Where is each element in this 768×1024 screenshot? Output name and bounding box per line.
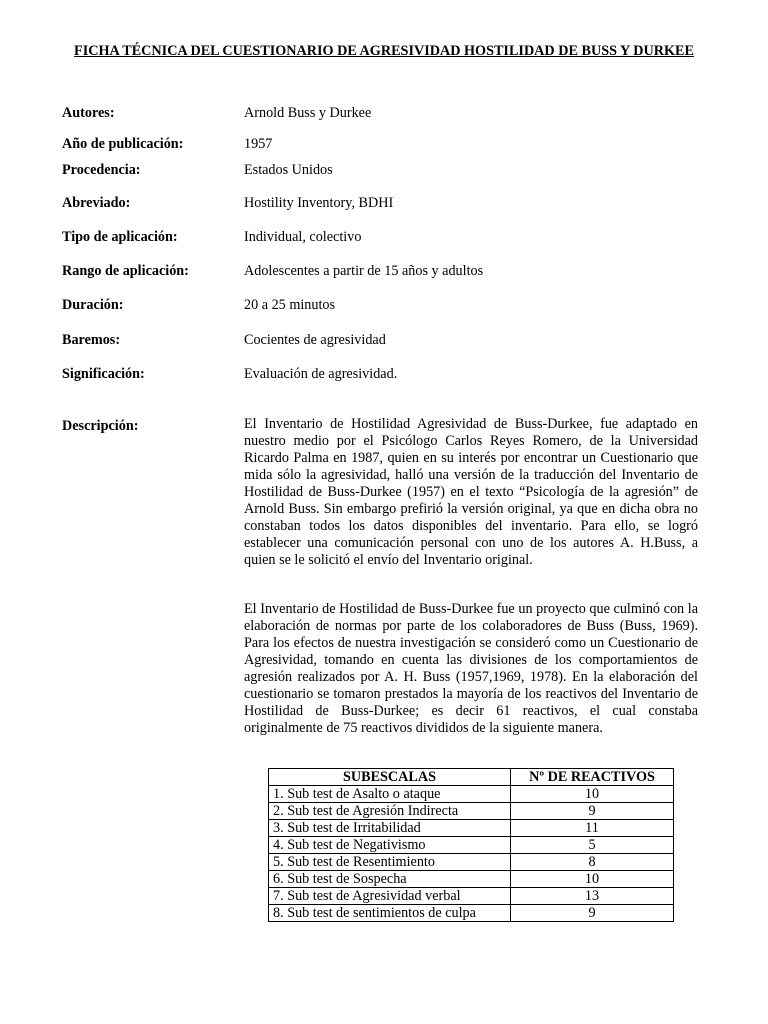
field-label: Duración: (62, 297, 124, 313)
field-label: Baremos: (62, 332, 121, 348)
field-label: Significación: (62, 366, 145, 382)
subscale-name: 6. Sub test de Sospecha (269, 871, 511, 888)
table-row (269, 820, 674, 837)
table-header-row (269, 769, 674, 786)
table-row (269, 854, 674, 871)
field-label: Abreviado: (62, 195, 131, 211)
document-title: FICHA TÉCNICA DEL CUESTIONARIO DE AGRESIVIDAD HOSTILIDAD DE BUSS Y DURKEE (74, 43, 694, 59)
reactivos-count: 10 (511, 871, 674, 888)
field-label: Procedencia: (62, 162, 141, 178)
description-paragraph: El Inventario de Hostilidad Agresividad de Buss-Durkee, fue adaptado en nuestro medio por el Psicólogo Carlos Reyes Romero, de la Universidad Ricardo Palma en 1987, quien en su interés por encontrar un Cuestionario que mida sólo la agresividad, halló una versión de la traducción del Inventario de Hostilidad de Buss-Durkee (1957) en el texto “Psicología de la agresión” de Arnold Buss. Sin embargo prefirió la versión original, ya que en dicha obra no constaban todos los datos disponibles del inventario. Para ello, se logró establecer una comunicación personal con uno de los autores A. H.Buss, a quien se le solicitó el envío del Inventario original. (244, 416, 698, 568)
field-value: Estados Unidos (244, 162, 333, 178)
field-value: Arnold Buss y Durkee (244, 105, 372, 121)
description-label: Descripción: (62, 418, 139, 434)
reactivos-count: 10 (511, 786, 674, 803)
field-label: Rango de aplicación: (62, 263, 189, 279)
reactivos-count: 13 (511, 888, 674, 905)
field-value: Cocientes de agresividad (244, 332, 386, 348)
subscale-name: 4. Sub test de Negativismo (269, 837, 511, 854)
reactivos-count: 8 (511, 854, 674, 871)
reactivos-count: 9 (511, 803, 674, 820)
subscales-table (268, 768, 674, 922)
field-label: Autores: (62, 105, 115, 121)
subscale-name: 1. Sub test de Asalto o ataque (269, 786, 511, 803)
table-row (269, 786, 674, 803)
column-header-reactivos: Nº DE REACTIVOS (511, 769, 674, 786)
field-value: Hostility Inventory, BDHI (244, 195, 394, 211)
subscale-name: 3. Sub test de Irritabilidad (269, 820, 511, 837)
subscale-name: 8. Sub test de sentimientos de culpa (269, 905, 511, 922)
field-value: Individual, colectivo (244, 229, 362, 245)
subscale-name: 2. Sub test de Agresión Indirecta (269, 803, 511, 820)
column-header-subescalas: SUBESCALAS (269, 769, 511, 786)
table-row (269, 871, 674, 888)
table-row (269, 837, 674, 854)
field-value: 1957 (244, 136, 273, 152)
field-label: Tipo de aplicación: (62, 229, 178, 245)
subscale-name: 5. Sub test de Resentimiento (269, 854, 511, 871)
table-row (269, 888, 674, 905)
reactivos-count: 9 (511, 905, 674, 922)
reactivos-count: 5 (511, 837, 674, 854)
table-row (269, 803, 674, 820)
field-value: 20 a 25 minutos (244, 297, 336, 313)
field-label: Año de publicación: (62, 136, 184, 152)
description-paragraph: El Inventario de Hostilidad de Buss-Durkee fue un proyecto que culminó con la elaboración de normas por parte de los colaboradores de Buss (Buss, 1969). Para los efectos de nuestra investigación se consideró como un Cuestionario de Agresividad, tomando en cuenta las divisiones de los comportamientos de agresión realizados por A. H. Buss (1957,1969, 1978). En la elaboración del cuestionario se tomaron prestados la mayoría de los reactivos del Inventario de Hostilidad de Buss-Durkee; es decir 61 reactivos, el cual constaba originalmente de 75 reactivos divididos de la siguiente manera. (244, 601, 698, 736)
field-value: Adolescentes a partir de 15 años y adultos (244, 263, 484, 279)
table-row (269, 905, 674, 922)
subscale-name: 7. Sub test de Agresividad verbal (269, 888, 511, 905)
reactivos-count: 11 (511, 820, 674, 837)
field-value: Evaluación de agresividad. (244, 366, 398, 382)
